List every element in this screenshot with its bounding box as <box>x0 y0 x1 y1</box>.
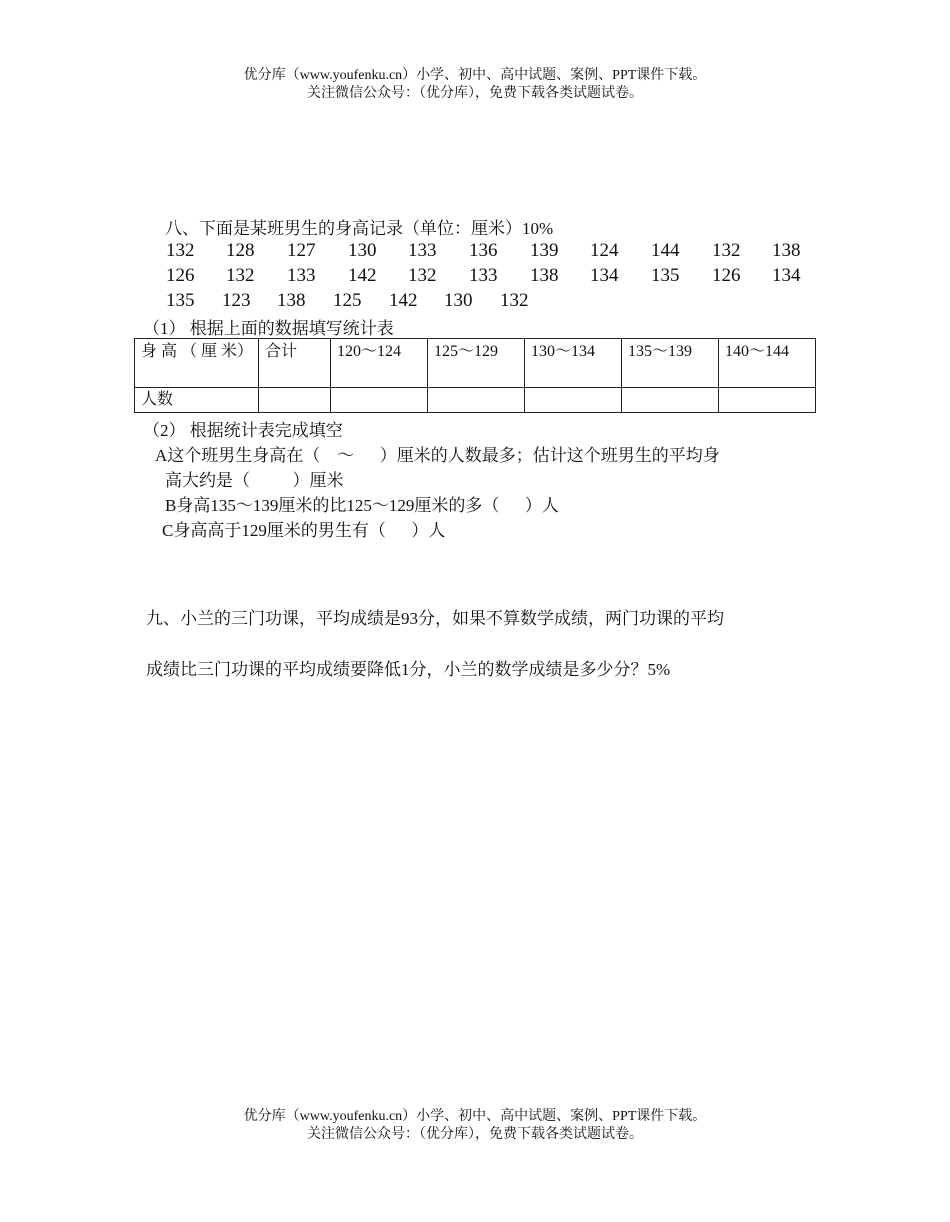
question-8-title: 八、下面是某班男生的身高记录（单位：厘米）10% <box>165 219 554 238</box>
height-value: 133 <box>469 265 498 286</box>
height-value: 130 <box>348 240 377 261</box>
table-header-range: 135～139 <box>622 339 719 388</box>
height-value: 133 <box>287 265 316 286</box>
table-header-range: 120～124 <box>331 339 428 388</box>
height-value: 133 <box>408 240 437 261</box>
height-value: 142 <box>389 290 418 311</box>
height-value: 126 <box>166 265 195 286</box>
height-value: 124 <box>590 240 619 261</box>
fill-blank-a-line-2: 高大约是（ ）厘米 <box>165 471 344 490</box>
height-value: 132 <box>500 290 529 311</box>
page-footer <box>0 1108 950 1144</box>
height-value: 132 <box>166 240 195 261</box>
height-value: 138 <box>530 265 559 286</box>
table-cell-blank[interactable] <box>259 388 331 413</box>
footer-line-2: 关注微信公众号：（优分库），免费下载各类试题试卷。 <box>307 1127 643 1142</box>
height-value: 132 <box>408 265 437 286</box>
question-9-line-2: 成绩比三门功课的平均成绩要降低1分，小兰的数学成绩是多少分？5% <box>146 660 671 679</box>
table-cell-blank[interactable] <box>331 388 428 413</box>
sub-question-2: （2） 根据统计表完成填空 <box>143 421 343 440</box>
page-header <box>0 67 950 103</box>
height-value: 138 <box>277 290 306 311</box>
height-value: 136 <box>469 240 498 261</box>
fill-blank-a-line-1: A这个班男生身高在（ ～ ）厘米的人数最多；估计这个班男生的平均身 <box>155 446 720 465</box>
height-value: 123 <box>222 290 251 311</box>
height-value: 139 <box>530 240 559 261</box>
height-value: 134 <box>772 265 801 286</box>
height-value: 134 <box>590 265 619 286</box>
height-value: 127 <box>287 240 316 261</box>
table-header-total: 合计 <box>259 339 331 388</box>
fill-blank-c: C身高高于129厘米的男生有（ ）人 <box>162 521 446 540</box>
header-line-1: 优分库（www.youfenku.cn）小学、初中、高中试题、案例、PPT课件下载。 <box>243 68 707 83</box>
height-value: 126 <box>712 265 741 286</box>
table-cell-blank[interactable] <box>622 388 719 413</box>
height-value: 130 <box>444 290 473 311</box>
height-value: 135 <box>651 265 680 286</box>
height-value: 132 <box>226 265 255 286</box>
height-value: 144 <box>651 240 680 261</box>
table-header-height: 身 高 （ 厘 米） <box>135 339 259 388</box>
table-cell-blank[interactable] <box>719 388 816 413</box>
table-header-range: 130～134 <box>525 339 622 388</box>
height-value: 125 <box>333 290 362 311</box>
table-cell-blank[interactable] <box>525 388 622 413</box>
height-value: 138 <box>772 240 801 261</box>
height-value: 135 <box>166 290 195 311</box>
header-line-2: 关注微信公众号：（优分库），免费下载各类试题试卷。 <box>307 86 643 101</box>
sub-question-1: （1） 根据上面的数据填写统计表 <box>143 319 394 338</box>
fill-blank-b: B身高135～139厘米的比125～129厘米的多（ ）人 <box>165 496 559 515</box>
question-9-line-1: 九、小兰的三门功课，平均成绩是93分，如果不算数学成绩，两门功课的平均 <box>146 609 724 628</box>
statistics-table <box>134 338 816 413</box>
table-cell-blank[interactable] <box>428 388 525 413</box>
height-value: 128 <box>226 240 255 261</box>
height-value: 132 <box>712 240 741 261</box>
footer-line-1: 优分库（www.youfenku.cn）小学、初中、高中试题、案例、PPT课件下载。 <box>243 1109 707 1124</box>
table-row-label-count: 人数 <box>135 388 259 413</box>
table-header-range: 125～129 <box>428 339 525 388</box>
height-value: 142 <box>348 265 377 286</box>
table-header-range: 140～144 <box>719 339 816 388</box>
